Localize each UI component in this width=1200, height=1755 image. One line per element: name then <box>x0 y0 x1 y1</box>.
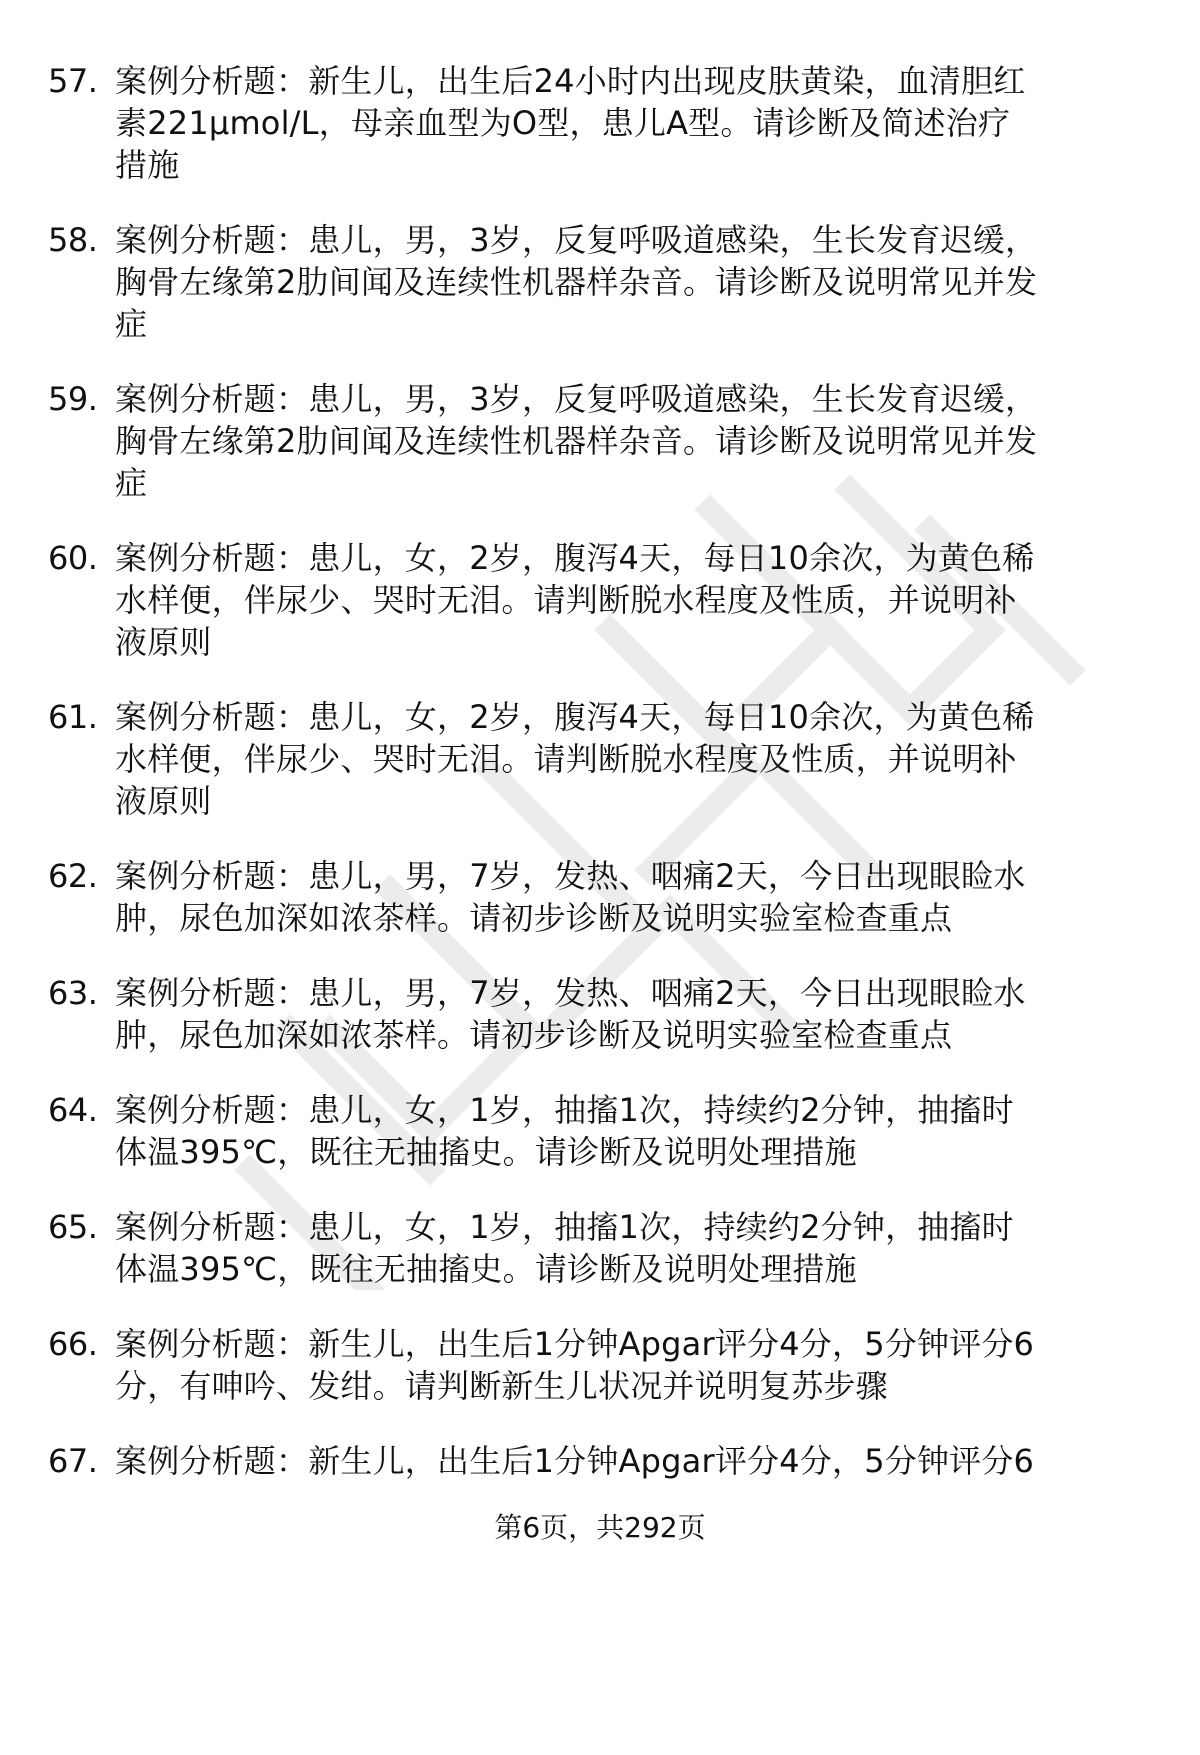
question-number: 62. <box>48 857 98 895</box>
question-line: 液原则 <box>115 623 212 661</box>
question-line: 胸骨左缘第2肋间闻及连续性机器样杂音。请诊断及说明常见并发 <box>115 263 1038 301</box>
question-text <box>115 378 1168 504</box>
question-text <box>115 219 1168 345</box>
question-line: 症 <box>115 464 148 502</box>
question-line: 案例分析题：新生儿，出生后1分钟Apgar评分4分，5分钟评分6 <box>115 1325 1035 1363</box>
question-line: 案例分析题：患儿，男，3岁，反复呼吸道感染，生长发育迟缓， <box>115 380 1038 418</box>
question-item <box>48 855 1168 939</box>
question-line: 案例分析题：新生儿，出生后24小时内出现皮肤黄染，血清胆红 <box>115 62 1026 100</box>
question-line: 案例分析题：患儿，男，7岁，发热、咽痛2天，今日出现眼睑水 <box>115 974 1026 1012</box>
question-number: 57. <box>48 62 98 100</box>
question-line: 案例分析题：患儿，男，7岁，发热、咽痛2天，今日出现眼睑水 <box>115 857 1026 895</box>
question-text <box>115 972 1168 1056</box>
question-number: 64. <box>48 1091 98 1129</box>
question-line: 水样便，伴尿少、哭时无泪。请判断脱水程度及性质，并说明补 <box>115 740 1017 778</box>
question-line: 肿，尿色加深如浓茶样。请初步诊断及说明实验室检查重点 <box>115 1016 953 1054</box>
question-line: 素221μmol/L，母亲血型为O型，患儿A型。请诊断及简述治疗 <box>115 104 1011 142</box>
question-text <box>115 1089 1168 1173</box>
question-item <box>48 219 1168 345</box>
question-line: 案例分析题：患儿，女，1岁，抽搐1次，持续约2分钟，抽搐时 <box>115 1208 1014 1246</box>
question-line: 肿，尿色加深如浓茶样。请初步诊断及说明实验室检查重点 <box>115 899 953 937</box>
question-number: 66. <box>48 1325 98 1363</box>
question-item <box>48 1440 1168 1482</box>
question-text <box>115 696 1168 822</box>
question-line: 体温395℃，既往无抽搐史。请诊断及说明处理措施 <box>115 1250 857 1288</box>
question-number: 67. <box>48 1442 98 1480</box>
question-item <box>48 972 1168 1056</box>
question-item <box>48 378 1168 504</box>
question-line: 措施 <box>115 146 180 184</box>
question-number: 65. <box>48 1208 98 1246</box>
question-line: 案例分析题：患儿，男，3岁，反复呼吸道感染，生长发育迟缓， <box>115 221 1038 259</box>
question-item <box>48 60 1168 186</box>
question-number: 58. <box>48 221 98 259</box>
page-footer: 第6页，共292页 <box>494 1511 706 1544</box>
question-line: 案例分析题：患儿，女，2岁，腹泻4天，每日10余次，为黄色稀 <box>115 539 1035 577</box>
question-item <box>48 537 1168 663</box>
question-line: 胸骨左缘第2肋间闻及连续性机器样杂音。请诊断及说明常见并发 <box>115 422 1038 460</box>
question-number: 61. <box>48 698 98 736</box>
question-text <box>115 1323 1168 1407</box>
question-line: 案例分析题：新生儿，出生后1分钟Apgar评分4分，5分钟评分6 <box>115 1442 1035 1480</box>
question-text <box>115 60 1168 186</box>
question-item <box>48 1206 1168 1290</box>
question-text <box>115 1206 1168 1290</box>
question-line: 液原则 <box>115 782 212 820</box>
question-text <box>115 1440 1168 1482</box>
question-item <box>48 696 1168 822</box>
question-list <box>48 60 1168 1515</box>
question-item <box>48 1089 1168 1173</box>
question-number: 59. <box>48 380 98 418</box>
question-line: 案例分析题：患儿，女，1岁，抽搐1次，持续约2分钟，抽搐时 <box>115 1091 1014 1129</box>
question-text <box>115 855 1168 939</box>
question-number: 60. <box>48 539 98 577</box>
question-line: 体温395℃，既往无抽搐史。请诊断及说明处理措施 <box>115 1133 857 1171</box>
question-line: 分，有呻吟、发绀。请判断新生儿状况并说明复苏步骤 <box>115 1367 888 1405</box>
question-number: 63. <box>48 974 98 1012</box>
question-line: 水样便，伴尿少、哭时无泪。请判断脱水程度及性质，并说明补 <box>115 581 1017 619</box>
question-text <box>115 537 1168 663</box>
question-item <box>48 1323 1168 1407</box>
question-line: 症 <box>115 305 148 343</box>
question-line: 案例分析题：患儿，女，2岁，腹泻4天，每日10余次，为黄色稀 <box>115 698 1035 736</box>
